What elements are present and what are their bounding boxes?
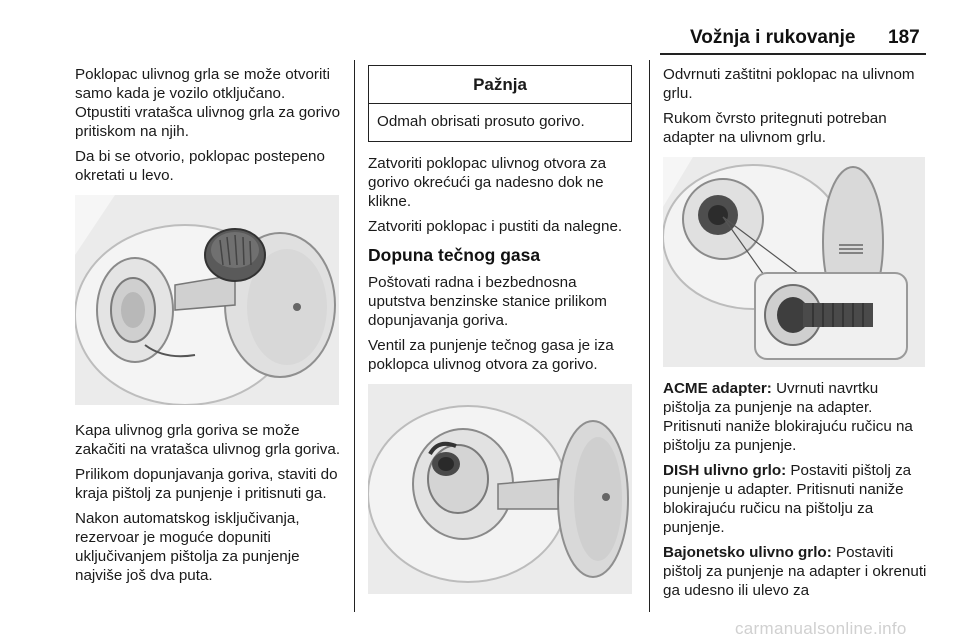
adapter-label: DISH ulivno grlo: (663, 462, 787, 479)
watermark: carmanualsonline.info (735, 619, 907, 638)
adapter-label: Bajonetsko ulivno grlo: (663, 544, 832, 561)
notice-box (368, 65, 632, 142)
paragraph: Poklopac ulivnog grla se može otvoriti samo kada je vozilo otključano. Otpustiti vratašca ulivnog grla za gorivo pritiskom na njih. (75, 66, 341, 140)
adapter-figure (663, 157, 925, 367)
fuel-cap-figure (75, 195, 339, 405)
notice-title: Pažnja (369, 66, 631, 104)
adapter-paragraph-bayonet (663, 543, 929, 600)
page-number: 187 (888, 27, 920, 48)
paragraph: Da bi se otvorio, poklopac postepeno okretati u levo. (75, 148, 325, 184)
paragraph: Odvrnuti zaštitni poklopac na ulivnom grlu. (663, 66, 915, 102)
lpg-valve-illustration (368, 384, 632, 594)
paragraph: Nakon automatskog isključivanja, rezervoar je moguće dopuniti uključivanjem pištolja za punjenje najviše još dva puta. (75, 510, 300, 584)
lpg-valve-figure (368, 384, 632, 594)
paragraph: Rukom čvrsto pritegnuti potreban adapter na ulivnom grlu. (663, 110, 887, 146)
paragraph: Prilikom dopunjavanja goriva, staviti do kraja pištolj za punjenje i pritisnuti ga. (75, 466, 338, 502)
adapter-label: ACME adapter: (663, 380, 772, 397)
section-heading: Dopuna tečnog gasa (368, 245, 541, 265)
paragraph: Zatvoriti poklopac i pustiti da nalegne. (368, 218, 623, 235)
adapter-paragraph-dish (663, 461, 929, 537)
column-divider-right (649, 60, 650, 612)
paragraph: Poštovati radna i bezbednosna uputstva benzinske stanice prilikom dopunjavanja goriva. (368, 274, 607, 329)
adapter-text: Postaviti pištolj za punjenje na adapter i okrenuti ga udesno ili ulevo za (663, 544, 927, 599)
adapter-text: Postaviti pištolj za punjenje u adapter. Pritisnuti naniže blokirajuću ručicu na pištolju za punjenje. (663, 462, 912, 536)
column-3 (663, 65, 929, 606)
page-header-title: Vožnja i rukovanje (690, 27, 856, 48)
column-1 (75, 65, 343, 591)
adapter-text: Uvrnuti navrtku pištolja za punjenje na adapter. Pritisnuti naniže blokirajuću ručicu na pištolju za punjenje. (663, 380, 913, 454)
adapter-illustration (663, 157, 925, 367)
paragraph: Ventil za punjenje tečnog gasa je iza poklopca ulivnog otvora za gorivo. (368, 337, 614, 373)
adapter-paragraph-acme (663, 379, 929, 455)
notice-body: Odmah obrisati prosuto gorivo. (377, 113, 585, 130)
fuel-cap-illustration (75, 195, 339, 405)
paragraph: Zatvoriti poklopac ulivnog otvora za gorivo okrećući ga nadesno dok ne klikne. (368, 155, 607, 210)
column-2 (368, 65, 632, 594)
header-rule (660, 53, 926, 55)
paragraph: Kapa ulivnog grla goriva se može zakačiti na vratašca ulivnog grla goriva. (75, 422, 341, 458)
column-divider-left (354, 60, 355, 612)
